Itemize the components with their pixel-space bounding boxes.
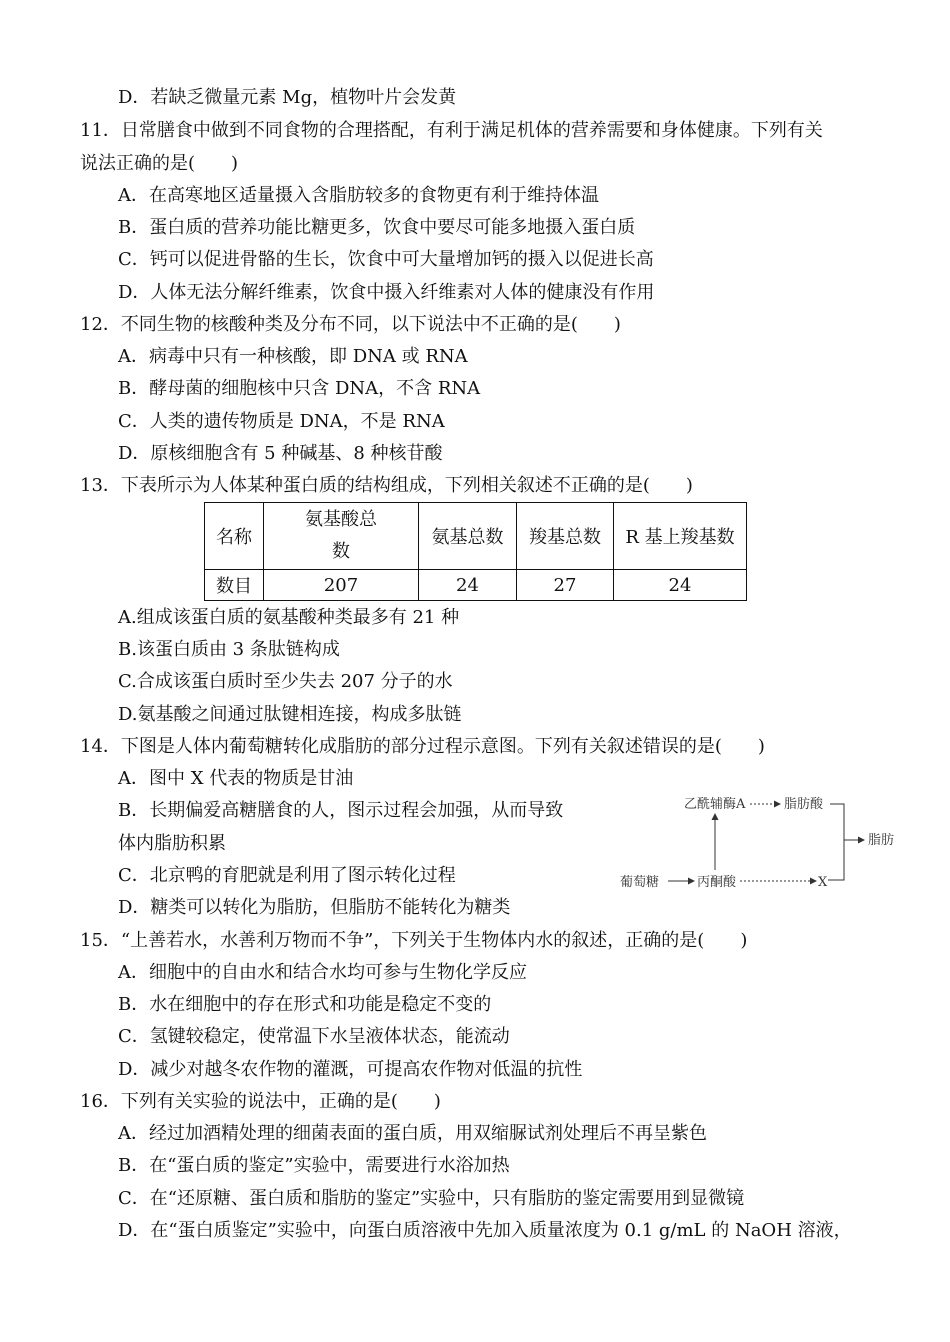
fat-merge-bracket bbox=[828, 804, 844, 880]
q11-option-d: D．人体无法分解纤维素，饮食中摄入纤维素对人体的健康没有作用 bbox=[118, 282, 655, 303]
q15-option-a: A．细胞中的自由水和结合水均可参与生物化学反应 bbox=[118, 962, 527, 983]
q13-option-d: D.氨基酸之间通过肽键相连接，构成多肽链 bbox=[118, 704, 462, 725]
table-header-cell: R 基上羧基数 bbox=[614, 503, 747, 570]
table-cell: 数目 bbox=[205, 570, 264, 601]
diagram-label-pyruvate: 丙酮酸 bbox=[697, 875, 737, 890]
diagram-label-fatty-acid: 脂肪酸 bbox=[784, 797, 824, 812]
table-header-cell: 氨基总数 bbox=[419, 503, 517, 570]
table-header-cell bbox=[264, 503, 419, 570]
q14-option-b-line1: B．长期偏爱高糖膳食的人，图示过程会加强，从而导致 bbox=[118, 800, 564, 821]
diagram-label-glucose: 葡萄糖 bbox=[620, 875, 660, 890]
q14-option-c: C．北京鸭的育肥就是利用了图示转化过程 bbox=[118, 865, 456, 886]
q12-option-b: B．酵母菌的细胞核中只含 DNA，不含 RNA bbox=[118, 378, 481, 399]
q13-stem: 13．下表所示为人体某种蛋白质的结构组成，下列相关叙述不正确的是( ) bbox=[80, 475, 693, 496]
table-row bbox=[205, 570, 747, 601]
q15-option-d: D．减少对越冬农作物的灌溉，可提高农作物对低温的抗性 bbox=[118, 1059, 583, 1080]
header-amino-line2: 数 bbox=[332, 541, 350, 562]
table-cell: 27 bbox=[517, 570, 614, 601]
diagram-label-x: X bbox=[818, 875, 828, 890]
table-cell: 24 bbox=[419, 570, 517, 601]
q12-stem: 12．不同生物的核酸种类及分布不同，以下说法中不正确的是( ) bbox=[80, 314, 621, 335]
table-cell: 24 bbox=[614, 570, 747, 601]
q11-stem-line1: 11．日常膳食中做到不同食物的合理搭配，有利于满足机体的营养需要和身体健康。下列有关 bbox=[80, 120, 823, 141]
protein-table bbox=[204, 502, 747, 601]
q10-option-d: D．若缺乏微量元素 Mg，植物叶片会发黄 bbox=[118, 87, 457, 108]
q16-option-a: A．经过加酒精处理的细菌表面的蛋白质，用双缩脲试剂处理后不再呈紫色 bbox=[118, 1123, 707, 1144]
q13-option-b: B.该蛋白质由 3 条肽链构成 bbox=[118, 639, 340, 660]
q16-stem: 16．下列有关实验的说法中，正确的是( ) bbox=[80, 1091, 441, 1112]
glucose-to-fat-diagram bbox=[612, 786, 912, 896]
q14-option-d: D．糖类可以转化为脂肪，但脂肪不能转化为糖类 bbox=[118, 897, 511, 918]
diagram-label-acetyl-coa: 乙酰辅酶A bbox=[684, 797, 746, 812]
q12-option-d: D．原核细胞含有 5 种碱基、8 种核苷酸 bbox=[118, 443, 443, 464]
diagram-label-fat: 脂肪 bbox=[868, 833, 895, 848]
q13-option-a: A.组成该蛋白质的氨基酸种类最多有 21 种 bbox=[118, 607, 460, 628]
q13-option-c: C.合成该蛋白质时至少失去 207 分子的水 bbox=[118, 671, 453, 692]
table-header-row bbox=[205, 503, 747, 570]
header-amino-line1: 氨基酸总 bbox=[305, 509, 377, 530]
q11-option-a: A．在高寒地区适量摄入含脂肪较多的食物更有利于维持体温 bbox=[118, 185, 599, 206]
q14-stem: 14．下图是人体内葡萄糖转化成脂肪的部分过程示意图。下列有关叙述错误的是( ) bbox=[80, 736, 765, 757]
q16-option-d: D．在“蛋白质鉴定”实验中，向蛋白质溶液中先加入质量浓度为 0.1 g/mL 的 NaOH 溶液， bbox=[118, 1220, 852, 1241]
q15-option-c: C．氢键较稳定，使常温下水呈液体状态，能流动 bbox=[118, 1026, 510, 1047]
q12-option-c: C．人类的遗传物质是 DNA，不是 RNA bbox=[118, 411, 445, 432]
table-header-cell: 名称 bbox=[205, 503, 264, 570]
q15-option-b: B．水在细胞中的存在形式和功能是稳定不变的 bbox=[118, 994, 492, 1015]
table-cell: 207 bbox=[264, 570, 419, 601]
q14-option-b-line2: 体内脂肪积累 bbox=[118, 833, 226, 854]
q11-option-c: C．钙可以促进骨骼的生长，饮食中可大量增加钙的摄入以促进长高 bbox=[118, 249, 654, 270]
q16-option-c: C．在“还原糖、蛋白质和脂肪的鉴定”实验中，只有脂肪的鉴定需要用到显微镜 bbox=[118, 1188, 745, 1209]
q11-stem-line2: 说法正确的是( ) bbox=[80, 153, 239, 174]
q14-option-a: A．图中 X 代表的物质是甘油 bbox=[118, 768, 354, 789]
q15-stem: 15．“上善若水，水善利万物而不争”，下列关于生物体内水的叙述，正确的是( ) bbox=[80, 930, 748, 951]
q16-option-b: B．在“蛋白质的鉴定”实验中，需要进行水浴加热 bbox=[118, 1155, 510, 1176]
q11-option-b: B．蛋白质的营养功能比糖更多，饮食中要尽可能多地摄入蛋白质 bbox=[118, 217, 636, 238]
table-header-cell: 羧基总数 bbox=[517, 503, 614, 570]
q12-option-a: A．病毒中只有一种核酸，即 DNA 或 RNA bbox=[118, 346, 468, 367]
